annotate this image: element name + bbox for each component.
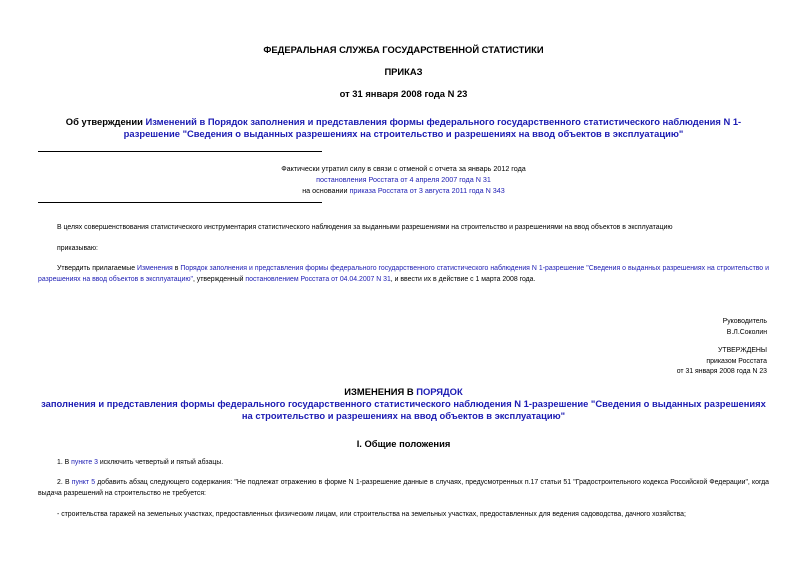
item-3: - строительства гаражей на земельных участках, предоставленных физическим лицам, или строительства на земельных участках, предоставленных для ведения садоводства, дачного хозяйства; (57, 511, 686, 518)
item-2-link[interactable]: пункт 5 (71, 479, 96, 486)
status-link-2[interactable]: приказа Росстата от 3 августа 2011 года N 343 (349, 186, 505, 195)
item-1-link[interactable]: пункте 3 (71, 459, 98, 466)
item-1 (57, 458, 769, 469)
status-line-1: Фактически утратил силу в связи с отменой с отчета за январь 2012 года (281, 164, 526, 173)
approval-line-1: УТВЕРЖДЕНЫ (718, 347, 767, 354)
item-2 (38, 478, 769, 499)
status-link-1[interactable]: постановления Росстата от 4 апреля 2007 года N 31 (316, 175, 491, 184)
doc-type: ПРИКАЗ (384, 66, 423, 77)
approval-line-2: приказом Росстата (706, 357, 767, 365)
document-title (40, 116, 767, 140)
approve-text-2: в (172, 265, 181, 272)
separator-top (38, 151, 322, 152)
approval-stamp (677, 346, 767, 378)
approve-link-resolution[interactable]: постановлением Росстата от 04.04.2007 N 31 (245, 275, 391, 283)
changes-heading (40, 386, 767, 398)
paragraph-order: приказываю: (57, 245, 98, 252)
signature-position: Руководитель (722, 318, 767, 325)
title-link[interactable]: Изменений в Порядок заполнения и представления формы федерального государственного статистического наблюдения N 1-разрешение "Сведения о выданных разрешениях на строительство и разрешениях на ввод объектов в эксплуатацию" (123, 116, 742, 139)
approve-text-1: Утвердить прилагаемые (57, 265, 138, 272)
agency-name: ФЕДЕРАЛЬНАЯ СЛУЖБА ГОСУДАРСТВЕННОЙ СТАТИСТИКИ (263, 44, 544, 55)
section-heading: I. Общие положения (356, 438, 451, 449)
doc-date: от 31 января 2008 года N 23 (339, 88, 468, 99)
item-2-text-2: добавить абзац следующего содержания: "Не подлежат отражению в форме N 1-разрешение данные в случаях, предусмотренных п.17 статьи 51 "Градостроительного кодекса Российской Федерации", когда выдача разрешений на строительство не требуется: (38, 479, 770, 497)
item-1-text-1: 1. В (57, 459, 72, 466)
approve-text-4: , и ввести их в действие с 1 марта 2008 года. (390, 275, 536, 283)
changes-subtitle-link[interactable]: заполнения и представления формы федерального государственного статистического наблюдения N 1-разрешение "Сведения о выданных разрешениях на строительство и разрешениях на ввод объектов в эксплуатацию" (41, 398, 766, 421)
paragraph-approve (38, 264, 769, 285)
signature-name: В.Л.Соколин (726, 328, 767, 336)
item-2-text-1: 2. В (57, 479, 72, 486)
changes-subtitle (40, 398, 767, 422)
separator-bottom (38, 202, 322, 203)
title-prefix: Об утверждении (65, 116, 146, 127)
approve-link-procedure[interactable]: Порядок заполнения и представления формы федерального государственного статистического наблюдения N 1-разрешение "Сведения о выданных разрешениях на строительство и разрешениях на ввод объектов в эксплуатацию" (38, 265, 769, 283)
item-1-text-2: исключить четвертый и пятый абзацы. (97, 459, 224, 466)
changes-heading-link[interactable]: ПОРЯДОК (416, 386, 463, 397)
signature-block (723, 317, 767, 338)
approve-text-3: , утвержденный (192, 275, 246, 283)
approval-line-3: от 31 января 2008 года N 23 (676, 368, 767, 375)
paragraph-purpose: В целях совершенствования статистического инструментария статистического наблюдения за выданными разрешениями на строительство и разрешениями на ввод объектов в эксплуатацию (57, 224, 673, 231)
approve-link-changes[interactable]: Изменения (137, 265, 173, 272)
status-line-3-prefix: на основании (302, 186, 350, 195)
changes-heading-prefix: ИЗМЕНЕНИЯ В (344, 386, 417, 397)
status-note (150, 163, 657, 196)
